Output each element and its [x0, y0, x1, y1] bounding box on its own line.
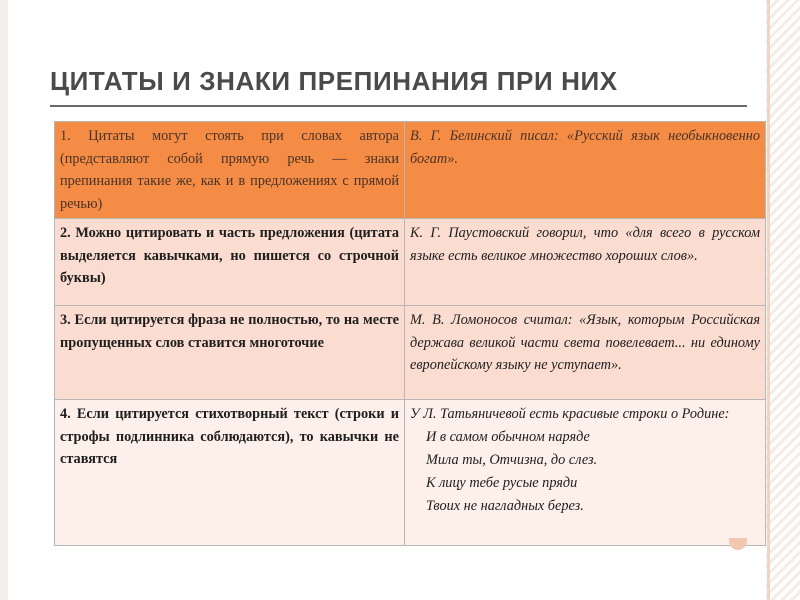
poem-line: Твоих не нагладных берез. [426, 497, 584, 514]
example-cell: М. В. Ломоносов считал: «Язык, которым Российская держава великой части света повелевает... ни единому европейскому языку не уступает». [405, 306, 766, 400]
example-cell: К. Г. Паустовский говорил, что «для всего в русском языке есть великое множество хороших слов». [405, 219, 766, 306]
rule-cell: 2. Можно цитировать и часть предложения (цитата выделяется кавычками, но пишется со строчной буквы) [55, 219, 405, 306]
table-row [55, 219, 766, 306]
rule-cell: 4. Если цитируется стихотворный текст (строки и строфы подлинника соблюдаются), то кавычки не ставятся [55, 400, 405, 546]
decorative-right-stripe [766, 0, 800, 600]
rule-cell: 3. Если цитируется фраза не полностью, то на месте пропущенных слов ставится многоточие [55, 306, 405, 400]
table-row [55, 306, 766, 400]
poem-line: Мила ты, Отчизна, до слез. [426, 451, 598, 468]
rule-cell: 1. Цитаты могут стоять при словах автора (представляют собой прямую речь — знаки препинания такие же, как и в предложениях с прямой речью) [55, 122, 405, 219]
example-cell: В. Г. Белинский писал: «Русский язык необыкновенно богат». [405, 122, 766, 219]
poem-line: И в самом обычном наряде [426, 428, 590, 445]
title-underline [50, 105, 747, 107]
poem-line: К лицу тебе русые пряди [426, 474, 578, 491]
slide-title: ЦИТАТЫ И ЗНАКИ ПРЕПИНАНИЯ ПРИ НИХ [50, 66, 618, 96]
quotes-table [54, 121, 766, 546]
example-intro: У Л. Татьяничевой есть красивые строки о Родине: [410, 406, 730, 422]
table-row [55, 400, 766, 546]
table-row [55, 122, 766, 219]
example-cell [405, 400, 766, 546]
slide-left-border [0, 0, 8, 600]
